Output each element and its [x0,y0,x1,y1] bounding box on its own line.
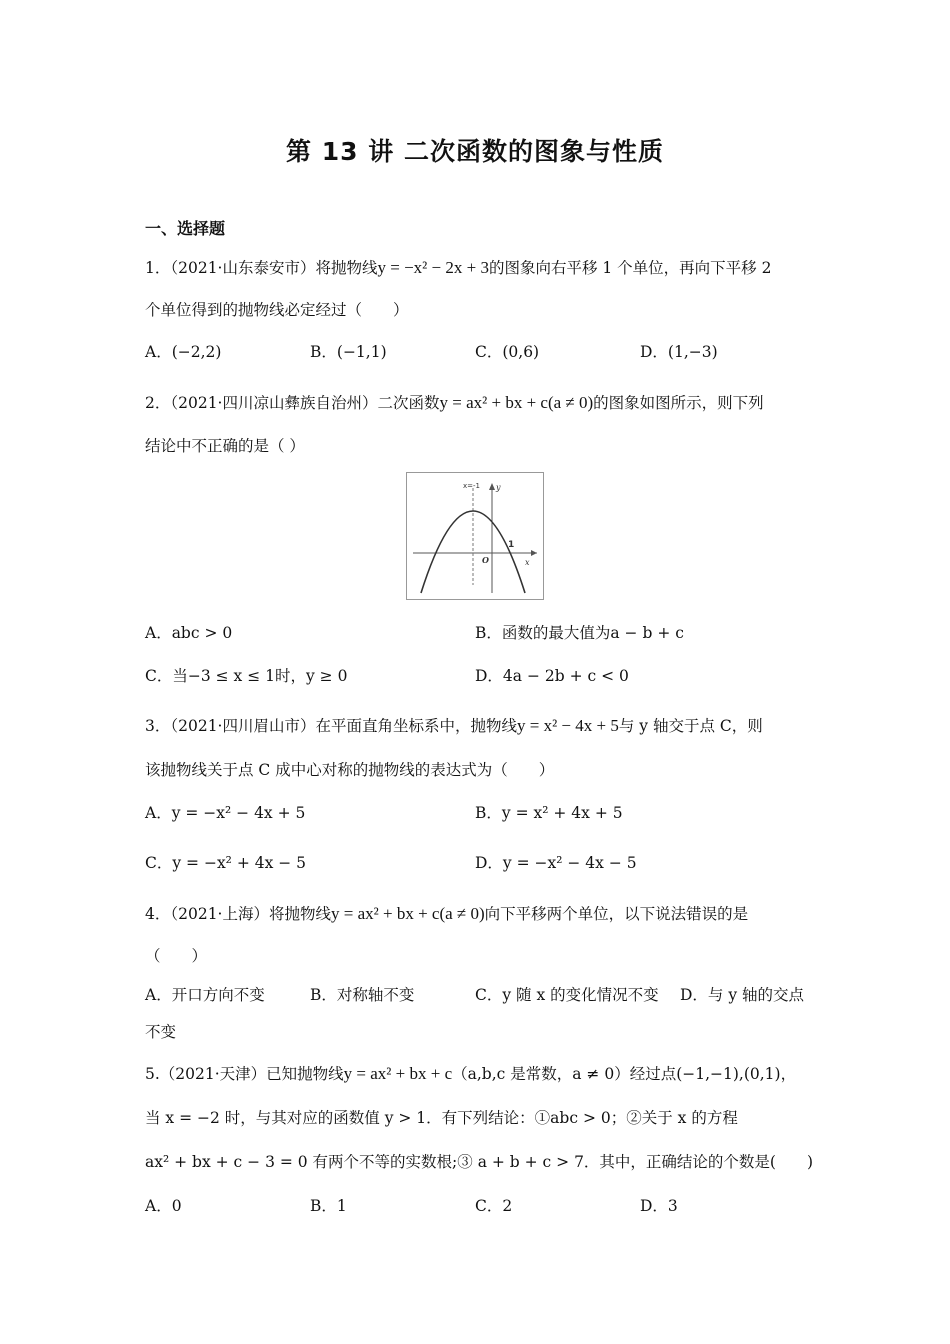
q2-stem-part1: 2．（2021·四川凉山彝族自治州）二次函数 [145,394,440,412]
q4-stem-part2: 向下平移两个单位，以下说法错误的是 [484,905,749,923]
q2-expression: y = ax² + bx + c(a ≠ 0) [439,393,594,412]
q1-option-b: B．(−1,1) [310,343,387,361]
q4-stem-part1: 4．（2021·上海）将抛物线 [145,905,331,923]
q3-option-d: D．y = −x² − 4x − 5 [475,854,637,872]
y-axis-arrow [489,483,495,490]
q2-line-1 [145,391,810,413]
q3-expression: y = x² − 4x + 5 [517,716,619,735]
q5-line-3: ax² + bx + c − 3 = 0 有两个不等的实数根;③ a + b + c > 7．其中，正确结论的个数是( ) [145,1153,814,1171]
q5-line-1 [145,1062,810,1084]
q1-expression: y = −x² − 2x + 3 [377,258,489,277]
q1-line-2: 个单位得到的抛物线必定经过（ ） [145,301,409,319]
section-heading: 一、选择题 [145,219,226,238]
symmetry-label: x=-1 [463,482,480,490]
q1-stem-part1: 1．（2021·山东泰安市）将抛物线 [145,259,378,277]
q3-stem-part1: 3．（2021·四川眉山市）在平面直角坐标系中，抛物线 [145,717,517,735]
q5-option-a: A．0 [145,1197,182,1215]
q5-option-d: D．3 [640,1197,678,1215]
q4-option-c: C．y 随 x 的变化情况不变 [475,986,659,1004]
q5-option-b: B．1 [310,1197,347,1215]
q1-option-c: C．(0,6) [475,343,540,361]
q2-option-b: B．函数的最大值为a − b + c [475,624,684,642]
q4-option-d-continued: 不变 [145,1023,177,1041]
q2-line-2: 结论中不正确的是（ ） [145,437,305,455]
q2-option-d: D．4a − 2b + c < 0 [475,667,629,685]
q3-option-c: C．y = −x² + 4x − 5 [145,854,307,872]
parabola-figure [406,472,544,600]
q5-stem-part1: 5.（2021·天津）已知抛物线 [145,1065,344,1083]
q4-option-b: B．对称轴不变 [310,986,415,1004]
q3-line-1 [145,714,810,736]
q2-stem-part2: 的图象如图所示，则下列 [593,394,764,412]
x-axis-arrow [531,550,537,556]
page-title: 第 13 讲 二次函数的图象与性质 [286,137,664,166]
q3-option-a: A．y = −x² − 4x + 5 [145,804,306,822]
q5-expression: y = ax² + bx + c [343,1064,453,1083]
y-axis-label: y [496,483,501,492]
q4-option-d: D．与 y 轴的交点 [680,986,805,1004]
q4-expression: y = ax² + bx + c(a ≠ 0) [331,904,485,923]
root-label: 1 [508,540,515,550]
x-axis-label: x [525,558,530,567]
q5-option-c: C．2 [475,1197,513,1215]
q1-line-1 [145,256,810,278]
origin-label: O [482,555,489,565]
q3-line-2: 该抛物线关于点 C 成中心对称的抛物线的表达式为（ ） [145,761,555,779]
parabola-graph [407,473,543,599]
q2-option-a: A．abc > 0 [145,624,233,642]
q4-option-a: A．开口方向不变 [145,986,265,1004]
q4-line-2: （ ） [145,947,208,965]
q5-line-2: 当 x = −2 时，与其对应的函数值 y > 1．有下列结论：①abc > 0；②关于 x 的方程 [145,1109,738,1127]
q2-option-c: C．当−3 ≤ x ≤ 1时，y ≥ 0 [145,667,348,685]
q1-stem-part2: 的图象向右平移 1 个单位，再向下平移 2 [488,259,772,277]
q3-option-b: B．y = x² + 4x + 5 [475,804,623,822]
q4-line-1 [145,902,810,924]
q3-stem-part2: 与 y 轴交于点 C，则 [618,717,763,735]
q1-option-a: A．(−2,2) [145,343,222,361]
q5-stem-part2: （a,b,c 是常数，a ≠ 0）经过点(−1,−1),(0,1)， [452,1065,797,1083]
q1-option-d: D．(1,−3) [640,343,718,361]
